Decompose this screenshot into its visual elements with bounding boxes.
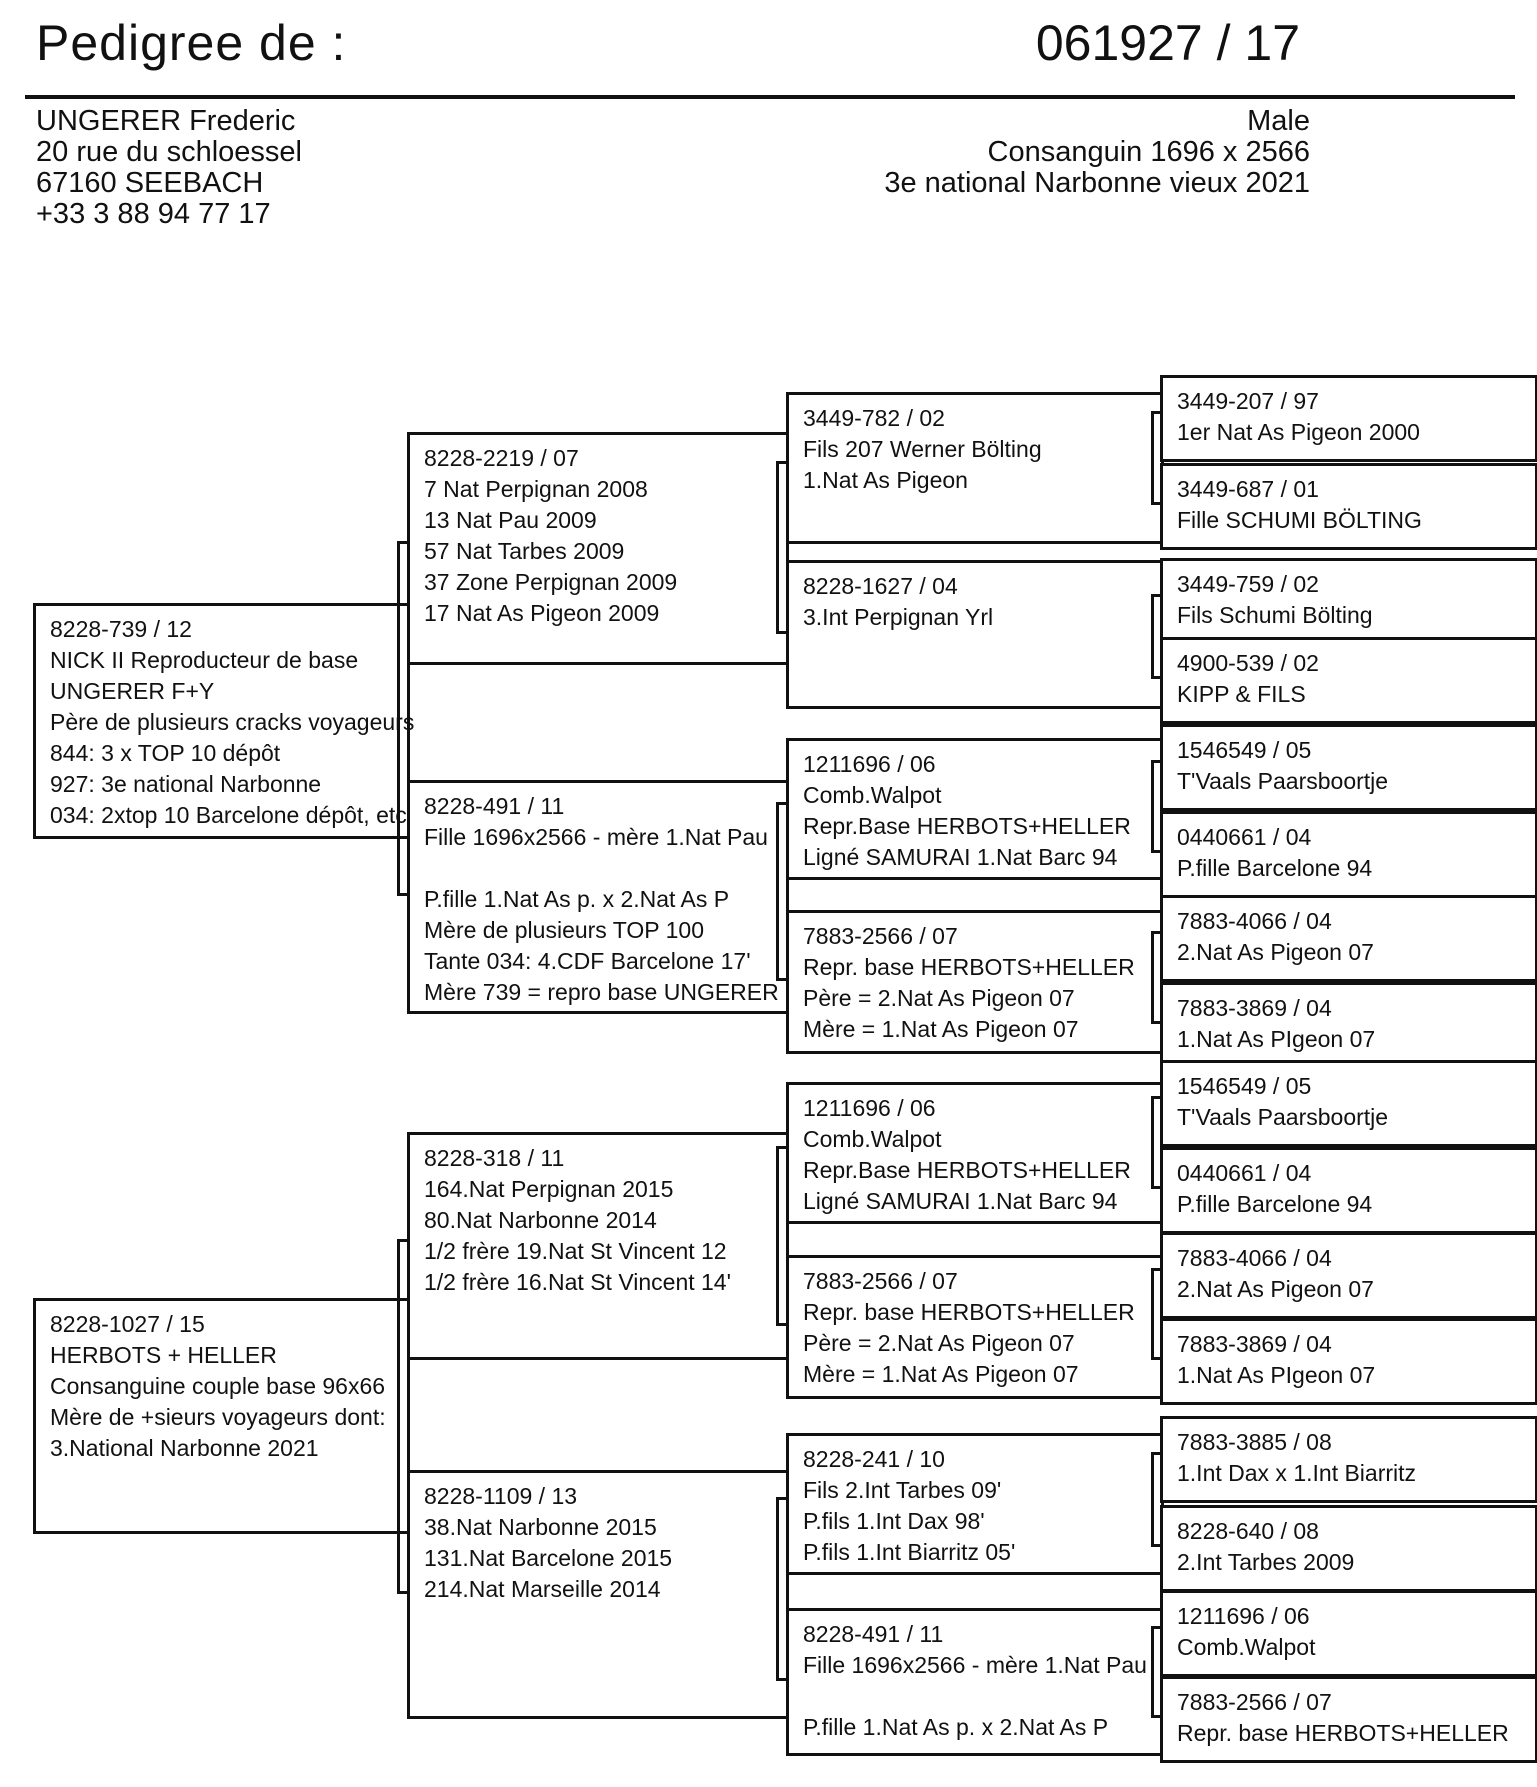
pedigree-box-gen4-1 bbox=[1160, 375, 1537, 462]
pedigree-number: 061927 / 17 bbox=[1035, 15, 1300, 71]
box-details bbox=[1177, 1458, 1535, 1489]
box-details bbox=[1177, 679, 1535, 710]
pedigree-box-gen2-1 bbox=[407, 432, 789, 665]
text-line: Comb.Walpot bbox=[803, 1126, 942, 1152]
connector-bracket bbox=[397, 541, 410, 896]
text-line: 1.Nat As Pigeon bbox=[803, 467, 968, 493]
box-details bbox=[803, 1475, 1161, 1568]
ring-number: 3449-687 / 01 bbox=[1177, 476, 1319, 502]
text-line: HERBOTS + HELLER bbox=[50, 1342, 277, 1368]
connector-bracket bbox=[1151, 1626, 1163, 1718]
box-details bbox=[424, 1174, 786, 1298]
text-line: 17 Nat As Pigeon 2009 bbox=[424, 600, 660, 626]
text-line: Comb.Walpot bbox=[1177, 1634, 1316, 1660]
ring-number: 8228-2219 / 07 bbox=[424, 445, 579, 471]
connector-bracket bbox=[776, 1497, 789, 1681]
text-line: 3e national Narbonne vieux 2021 bbox=[884, 167, 1310, 199]
text-line: 1/2 frère 19.Nat St Vincent 12 bbox=[424, 1238, 727, 1264]
ring-number: 7883-3869 / 04 bbox=[1177, 995, 1332, 1021]
page-title: Pedigree de : bbox=[36, 15, 347, 71]
text-line: 37 Zone Perpignan 2009 bbox=[424, 569, 678, 595]
ring-number: 8228-1027 / 15 bbox=[50, 1311, 205, 1337]
ring-number: 0440661 / 04 bbox=[1177, 824, 1312, 850]
text-line: 927: 3e national Narbonne bbox=[50, 771, 322, 797]
text-line: Repr. base HERBOTS+HELLER bbox=[803, 954, 1135, 980]
ring-number: 7883-4066 / 04 bbox=[1177, 1245, 1332, 1271]
connector-bracket bbox=[1151, 760, 1163, 853]
connector-bracket bbox=[1151, 1096, 1163, 1189]
pedigree-box-gen2-4 bbox=[407, 1470, 789, 1719]
box-details bbox=[1177, 1547, 1535, 1578]
ring-number: 3449-207 / 97 bbox=[1177, 388, 1319, 414]
text-line: Fille SCHUMI BÖLTING bbox=[1177, 507, 1422, 533]
connector-bracket bbox=[1151, 1268, 1163, 1360]
pedigree-box-gen3-4 bbox=[786, 910, 1164, 1054]
ring-number: 7883-3869 / 04 bbox=[1177, 1331, 1332, 1357]
box-details bbox=[1177, 937, 1535, 968]
text-line: Repr.Base HERBOTS+HELLER bbox=[803, 813, 1131, 839]
text-line: Fille 1696x2566 - mère 1.Nat Pau bbox=[803, 1652, 1147, 1678]
text-line: 67160 SEEBACH bbox=[36, 167, 264, 199]
bird-info-block bbox=[700, 106, 1310, 199]
box-details bbox=[1177, 853, 1535, 884]
text-line: Fille 1696x2566 - mère 1.Nat Pau bbox=[424, 824, 768, 850]
connector-bracket bbox=[776, 461, 789, 634]
ring-number: 7883-2566 / 07 bbox=[803, 923, 958, 949]
connector-bracket bbox=[776, 1146, 789, 1326]
box-details bbox=[1177, 1360, 1535, 1391]
ring-number: 8228-739 / 12 bbox=[50, 616, 192, 642]
connector-bracket bbox=[776, 802, 789, 981]
text-line: 034: 2xtop 10 Barcelone dépôt, etc bbox=[50, 802, 407, 828]
pedigree-box-gen4-9 bbox=[1160, 1060, 1537, 1147]
pedigree-box-gen4-8 bbox=[1160, 982, 1537, 1069]
text-line: 1.Int Dax x 1.Int Biarritz bbox=[1177, 1460, 1417, 1486]
text-line: Père = 2.Nat As Pigeon 07 bbox=[803, 1330, 1075, 1356]
box-details bbox=[1177, 1189, 1535, 1220]
pedigree-box-gen4-2 bbox=[1160, 463, 1537, 550]
text-line: Consanguine couple base 96x66 bbox=[50, 1373, 386, 1399]
box-details bbox=[424, 474, 786, 629]
box-details bbox=[803, 434, 1161, 496]
text-line: Ligné SAMURAI 1.Nat Barc 94 bbox=[803, 844, 1118, 870]
text-line: P.fille Barcelone 94 bbox=[1177, 1191, 1373, 1217]
pedigree-box-gen3-2 bbox=[786, 560, 1164, 709]
box-details bbox=[1177, 766, 1535, 797]
ring-number: 8228-241 / 10 bbox=[803, 1446, 945, 1472]
text-line: Consanguin 1696 x 2566 bbox=[987, 136, 1310, 168]
pedigree-box-gen4-11 bbox=[1160, 1232, 1537, 1319]
ring-number: 7883-3885 / 08 bbox=[1177, 1429, 1332, 1455]
ring-number: 8228-640 / 08 bbox=[1177, 1518, 1319, 1544]
text-line: 7 Nat Perpignan 2008 bbox=[424, 476, 648, 502]
box-details bbox=[1177, 505, 1535, 536]
text-line: Fils 2.Int Tarbes 09' bbox=[803, 1477, 1002, 1503]
box-details bbox=[1177, 417, 1535, 448]
ring-number: 8228-1109 / 13 bbox=[424, 1483, 578, 1509]
pedigree-box-subject-sire bbox=[33, 603, 415, 839]
header-divider bbox=[25, 95, 1515, 99]
pedigree-box-gen2-3 bbox=[407, 1132, 789, 1360]
pedigree-box-subject-dam bbox=[33, 1298, 410, 1534]
text-line: 38.Nat Narbonne 2015 bbox=[424, 1514, 657, 1540]
box-details bbox=[424, 822, 786, 1008]
text-line: +33 3 88 94 77 17 bbox=[36, 198, 271, 230]
text-line: UNGERER Frederic bbox=[36, 105, 296, 137]
text-line: Ligné SAMURAI 1.Nat Barc 94 bbox=[803, 1188, 1118, 1214]
text-line: Repr. base HERBOTS+HELLER bbox=[1177, 1720, 1509, 1746]
text-line: 2.Int Tarbes 2009 bbox=[1177, 1549, 1355, 1575]
text-line: Fils 207 Werner Bölting bbox=[803, 436, 1042, 462]
ring-number: 8228-491 / 11 bbox=[424, 793, 565, 819]
ring-number: 7883-2566 / 07 bbox=[803, 1268, 958, 1294]
pedigree-box-gen4-14 bbox=[1160, 1505, 1537, 1592]
text-line: Mère de +sieurs voyageurs dont: bbox=[50, 1404, 386, 1430]
ring-number: 1211696 / 06 bbox=[803, 1095, 936, 1121]
text-line: 1/2 frère 16.Nat St Vincent 14' bbox=[424, 1269, 731, 1295]
ring-number: 3449-759 / 02 bbox=[1177, 571, 1319, 597]
box-details bbox=[1177, 1024, 1535, 1055]
text-line: Repr.Base HERBOTS+HELLER bbox=[803, 1157, 1131, 1183]
pedigree-box-gen4-12 bbox=[1160, 1318, 1537, 1405]
text-line: 131.Nat Barcelone 2015 bbox=[424, 1545, 673, 1571]
text-line: KIPP & FILS bbox=[1177, 681, 1306, 707]
ring-number: 0440661 / 04 bbox=[1177, 1160, 1312, 1186]
text-line: 2.Nat As Pigeon 07 bbox=[1177, 939, 1374, 965]
pedigree-box-gen4-3 bbox=[1160, 558, 1537, 645]
text-line: 1.Nat As PIgeon 07 bbox=[1177, 1362, 1376, 1388]
text-line: Mère = 1.Nat As Pigeon 07 bbox=[803, 1016, 1079, 1042]
connector-bracket bbox=[1151, 931, 1163, 1024]
text-line: Tante 034: 4.CDF Barcelone 17' bbox=[424, 948, 751, 974]
text-line bbox=[803, 1681, 1161, 1712]
box-details bbox=[424, 1512, 786, 1605]
text-line: 20 rue du schloessel bbox=[36, 136, 302, 168]
pedigree-box-gen4-16 bbox=[1160, 1676, 1537, 1763]
text-line: NICK II Reproducteur de base bbox=[50, 647, 359, 673]
text-line: P.fille 1.Nat As p. x 2.Nat As P bbox=[424, 886, 730, 912]
ring-number: 8228-318 / 11 bbox=[424, 1145, 565, 1171]
box-details bbox=[1177, 1718, 1535, 1749]
text-line: 13 Nat Pau 2009 bbox=[424, 507, 597, 533]
text-line: Père de plusieurs cracks voyageurs bbox=[50, 709, 415, 735]
text-line: 80.Nat Narbonne 2014 bbox=[424, 1207, 657, 1233]
owner-address-block bbox=[36, 106, 302, 230]
box-details bbox=[803, 1650, 1161, 1743]
ring-number: 8228-1627 / 04 bbox=[803, 573, 958, 599]
text-line: 214.Nat Marseille 2014 bbox=[424, 1576, 661, 1602]
text-line: UNGERER F+Y bbox=[50, 678, 215, 704]
box-details bbox=[50, 645, 415, 831]
text-line bbox=[424, 853, 786, 884]
text-line: P.fille Barcelone 94 bbox=[1177, 855, 1373, 881]
text-line: 3.Int Perpignan Yrl bbox=[803, 604, 994, 630]
text-line: 1er Nat As Pigeon 2000 bbox=[1177, 419, 1420, 445]
text-line: Fils Schumi Bölting bbox=[1177, 602, 1373, 628]
text-line: P.fille 1.Nat As p. x 2.Nat As P bbox=[803, 1714, 1109, 1740]
ring-number: 1546549 / 05 bbox=[1177, 1073, 1312, 1099]
ring-number: 8228-491 / 11 bbox=[803, 1621, 944, 1647]
ring-number: 7883-4066 / 04 bbox=[1177, 908, 1332, 934]
text-line: Male bbox=[1247, 105, 1310, 137]
box-details bbox=[1177, 600, 1535, 631]
text-line: 2.Nat As Pigeon 07 bbox=[1177, 1276, 1374, 1302]
text-line: 1.Nat As PIgeon 07 bbox=[1177, 1026, 1376, 1052]
text-line: P.fils 1.Int Biarritz 05' bbox=[803, 1539, 1016, 1565]
pedigree-box-gen3-5 bbox=[786, 1082, 1164, 1224]
connector-bracket bbox=[1151, 411, 1163, 505]
text-line: T'Vaals Paarsboortje bbox=[1177, 1104, 1389, 1130]
connector-bracket bbox=[397, 1239, 410, 1594]
box-details bbox=[50, 1340, 407, 1464]
box-details bbox=[1177, 1632, 1535, 1663]
text-line: Repr. base HERBOTS+HELLER bbox=[803, 1299, 1135, 1325]
pedigree-box-gen3-1 bbox=[786, 392, 1164, 544]
pedigree-box-gen3-8 bbox=[786, 1608, 1164, 1756]
ring-number: 4900-539 / 02 bbox=[1177, 650, 1319, 676]
text-line: T'Vaals Paarsboortje bbox=[1177, 768, 1389, 794]
connector-bracket bbox=[1151, 594, 1163, 679]
text-line: P.fils 1.Int Dax 98' bbox=[803, 1508, 985, 1534]
ring-number: 1546549 / 05 bbox=[1177, 737, 1312, 763]
box-details bbox=[1177, 1102, 1535, 1133]
pedigree-box-gen4-10 bbox=[1160, 1147, 1537, 1234]
text-line: Mère = 1.Nat As Pigeon 07 bbox=[803, 1361, 1079, 1387]
pedigree-box-gen4-15 bbox=[1160, 1590, 1537, 1677]
pedigree-box-gen3-6 bbox=[786, 1255, 1164, 1399]
ring-number: 3449-782 / 02 bbox=[803, 405, 945, 431]
text-line: 57 Nat Tarbes 2009 bbox=[424, 538, 625, 564]
text-line: Mère 739 = repro base UNGERER bbox=[424, 979, 779, 1005]
box-details bbox=[803, 1124, 1161, 1217]
text-line: Comb.Walpot bbox=[803, 782, 942, 808]
pedigree-box-gen4-7 bbox=[1160, 895, 1537, 982]
box-details bbox=[803, 780, 1161, 873]
box-details bbox=[803, 952, 1161, 1045]
text-line: 164.Nat Perpignan 2015 bbox=[424, 1176, 674, 1202]
text-line: 844: 3 x TOP 10 dépôt bbox=[50, 740, 281, 766]
pedigree-box-gen4-6 bbox=[1160, 811, 1537, 898]
pedigree-box-gen4-13 bbox=[1160, 1416, 1537, 1503]
box-details bbox=[803, 1297, 1161, 1390]
text-line: Père = 2.Nat As Pigeon 07 bbox=[803, 985, 1075, 1011]
pedigree-box-gen3-7 bbox=[786, 1433, 1164, 1575]
ring-number: 7883-2566 / 07 bbox=[1177, 1689, 1332, 1715]
connector-bracket bbox=[1151, 1452, 1163, 1547]
box-details bbox=[1177, 1274, 1535, 1305]
text-line: Mère de plusieurs TOP 100 bbox=[424, 917, 704, 943]
pedigree-box-gen4-4 bbox=[1160, 637, 1537, 724]
ring-number: 1211696 / 06 bbox=[803, 751, 936, 777]
pedigree-box-gen4-5 bbox=[1160, 724, 1537, 811]
text-line: 3.National Narbonne 2021 bbox=[50, 1435, 319, 1461]
pedigree-box-gen3-3 bbox=[786, 738, 1164, 880]
pedigree-box-gen2-2 bbox=[407, 780, 789, 1014]
ring-number: 1211696 / 06 bbox=[1177, 1603, 1310, 1629]
box-details bbox=[803, 602, 1161, 633]
